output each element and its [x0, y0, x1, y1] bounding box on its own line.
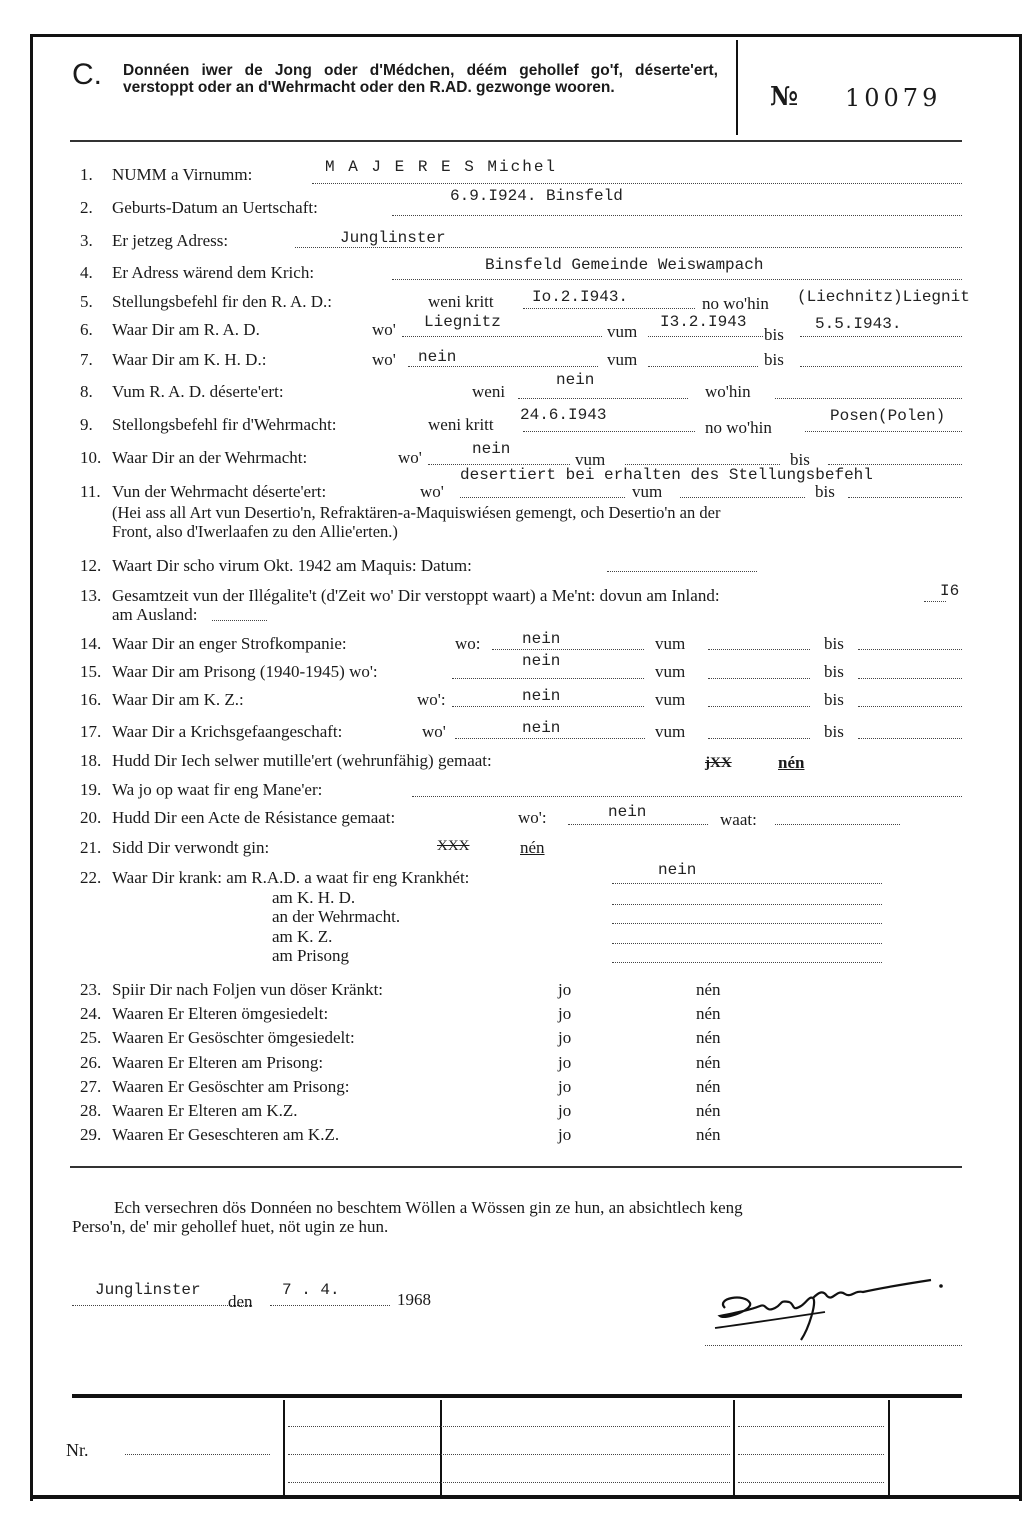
question-label: Waaren Er Elteren am K.Z. [112, 1101, 298, 1120]
field-20-wo-label: wo': [518, 808, 547, 827]
field-13-ausland-label: am Ausland: [112, 605, 198, 624]
field-16: 16. Waar Dir am K. Z.: [80, 690, 244, 709]
field-8-weni-label: weni [472, 382, 506, 401]
field-4: 4. Er Adress wärend dem Krich: [80, 263, 315, 282]
field-9-where-label: no wo'hin [705, 418, 772, 437]
option-jo[interactable]: jo [558, 1052, 572, 1072]
field-11-wo-line[interactable] [460, 497, 625, 498]
field-6-vum-label: vum [607, 322, 638, 341]
number-sign: № [770, 82, 799, 112]
field-21-jo-crossed[interactable]: XXX [437, 838, 470, 854]
field-20-waat-label: waat: [720, 810, 757, 829]
field-15-bis-label: bis [824, 662, 844, 681]
question-label: Spiir Dir nach Foljen vun döser Kränkt: [112, 980, 384, 999]
field-4-value[interactable]: Binsfeld Gemeinde Weiswampach [485, 256, 764, 274]
field-8-weni-value[interactable]: nein [556, 371, 595, 389]
field-14-wo-line[interactable] [492, 649, 644, 650]
question-number: 23. [80, 980, 102, 999]
field-14: 14. Waar Dir an enger Strofkompanie: [80, 634, 347, 653]
field-6-vum-line[interactable] [648, 336, 763, 337]
field-15-wo-value[interactable]: nein [522, 652, 561, 670]
field-3: 3. Er jetzeg Adress: [80, 231, 229, 250]
field-22-sub-line[interactable] [612, 943, 882, 944]
field-11: 11. Vun der Wehrmacht déserte'ert: [80, 482, 327, 501]
field-22-value[interactable]: nein [658, 861, 697, 879]
field-15-vum-label: vum [655, 662, 686, 681]
field-22-sub-kz: am K. Z. [272, 927, 333, 946]
footer-line[interactable] [288, 1482, 730, 1483]
field-7-vum-label: vum [607, 350, 638, 369]
field-1-value[interactable]: M A J E R E S Michel [325, 158, 558, 176]
yes-no-question [80, 1053, 323, 1073]
field-22-sub-line[interactable] [612, 962, 882, 963]
option-nen[interactable]: nén [696, 1028, 721, 1048]
field-7-wo-value[interactable]: nein [418, 348, 457, 366]
question-number: 26. [80, 1052, 102, 1072]
field-5-when-value[interactable]: Io.2.I943. [532, 288, 629, 306]
question-number: 24. [80, 1004, 102, 1024]
field-6-bis-line[interactable] [800, 336, 962, 337]
signature-mark [705, 1268, 945, 1348]
footer-line[interactable] [288, 1426, 730, 1427]
signing-date[interactable]: 7 . 4. [282, 1281, 340, 1299]
field-14-bis-line[interactable] [858, 649, 962, 650]
question-label: Waaren Er Gesöschter ömgesiedelt: [112, 1028, 355, 1048]
field-6-bis-label: bis [764, 325, 784, 344]
field-6-wo-line[interactable] [402, 336, 602, 337]
field-11-note: (Hei ass all Art vun Desertio'n, Refraktären-a-Maquiswiésen gemengt, och Desertio'n an der [112, 503, 721, 522]
field-10-wo-value[interactable]: nein [472, 440, 511, 458]
signature [705, 1268, 945, 1353]
field-7-wo-label: wo' [372, 350, 396, 369]
field-14-wo-value[interactable]: nein [522, 630, 561, 648]
field-14-bis-label: bis [824, 634, 844, 653]
option-jo[interactable]: jo [558, 1028, 572, 1048]
field-17-wo-value[interactable]: nein [522, 719, 561, 737]
yes-no-question [80, 1077, 350, 1097]
footer-column-divider [888, 1400, 890, 1495]
field-6-wo-value[interactable]: Liegnitz [424, 313, 501, 331]
field-6-wo-label: wo' [372, 320, 396, 339]
field-13-inland-value[interactable]: I6 [940, 582, 960, 600]
field-12-line[interactable] [607, 571, 757, 572]
field-10-bis-line[interactable] [828, 464, 962, 465]
field-14-vum-label: vum [655, 634, 686, 653]
field-17-vum-line[interactable] [708, 738, 810, 739]
field-11-vum-label: vum [632, 482, 663, 501]
field-9-when-value[interactable]: 24.6.I943 [520, 406, 607, 424]
option-jo[interactable]: jo [558, 1004, 572, 1024]
field-8: 8. Vum R. A. D. déserte'ert: [80, 382, 284, 401]
field-17-bis-line[interactable] [858, 738, 962, 739]
footer-line[interactable] [288, 1454, 730, 1455]
question-label: Waaren Er Geseschteren am K.Z. [112, 1125, 340, 1145]
field-22: 22. Waar Dir krank: am R.A.D. a waat fir eng Krankhét: [80, 868, 470, 887]
field-2-line[interactable] [392, 215, 962, 216]
footer-line[interactable] [738, 1482, 884, 1483]
field-4-line[interactable] [392, 279, 962, 280]
signing-year: 1968 [397, 1290, 431, 1309]
option-nen[interactable]: nén [696, 1052, 721, 1072]
field-1: 1. NUMM a Virnumm: [80, 165, 253, 184]
header-divider [736, 40, 738, 135]
option-nen[interactable]: nén [696, 1125, 721, 1145]
field-22-sub-wehrmacht: an der Wehrmacht. [272, 907, 401, 926]
field-5-when-label: weni kritt [428, 292, 494, 311]
field-19-line[interactable] [412, 796, 962, 797]
field-16-vum-line[interactable] [708, 706, 810, 707]
field-9-when-line[interactable] [523, 431, 695, 432]
field-22-sub-khd: am K. H. D. [272, 888, 356, 907]
field-15-bis-line[interactable] [858, 678, 962, 679]
field-11-bis-line[interactable] [848, 497, 962, 498]
date-line[interactable] [270, 1305, 390, 1306]
field-15-vum-line[interactable] [708, 678, 810, 679]
field-10-wo-line[interactable] [428, 464, 570, 465]
declaration-text: Ech versechren dös Donnéen no beschtem Wöllen a Wössen gin ze hun, an absichtlech keng [114, 1198, 743, 1217]
field-18-jo-crossed[interactable]: jXX [705, 755, 732, 771]
option-jo[interactable]: jo [558, 980, 572, 999]
field-13-inland-line[interactable] [924, 601, 946, 602]
field-16-wo-line[interactable] [452, 706, 644, 707]
yes-no-question [80, 1101, 298, 1121]
form-number: 10079 [845, 84, 942, 112]
field-7-bis-line[interactable] [800, 366, 962, 367]
field-21: 21. Sidd Dir verwondt gin: [80, 838, 270, 857]
nr-label: Nr. [66, 1440, 89, 1460]
field-9: 9. Stellongsbefehl fir d'Wehrmacht: [80, 415, 337, 434]
field-12: 12. Waart Dir scho virum Okt. 1942 am Maquis: Datum: [80, 556, 472, 575]
field-11-note-2: Front, also d'Iwerlaafen zu den Allie'erten.) [112, 522, 398, 541]
field-15-wo-line[interactable] [452, 678, 644, 679]
field-1-line[interactable] [312, 183, 962, 184]
field-15: 15. Waar Dir am Prisong (1940-1945) wo': [80, 662, 378, 681]
field-7-wo-line[interactable] [408, 366, 598, 367]
question-number: 29. [80, 1125, 102, 1145]
field-17-bis-label: bis [824, 722, 844, 741]
bottom-rule [30, 1495, 1022, 1499]
form-title: Donnéen iwer de Jong oder d'Médchen, déém gehollef go'f, déserte'ert, verstoppt oder an d'Wehrmacht oder den R.AD. gezwonge wooren. [123, 62, 718, 96]
option-nen[interactable]: nén [696, 1004, 721, 1024]
question-number: 25. [80, 1028, 102, 1048]
field-20-wo-value[interactable]: nein [608, 803, 647, 821]
field-7: 7. Waar Dir am K. H. D.: [80, 350, 267, 369]
footer-rule [72, 1394, 962, 1398]
field-9-when-label: weni kritt [428, 415, 494, 434]
field-10: 10. Waar Dir an der Wehrmacht: [80, 448, 308, 467]
field-13: 13. Gesamtzeit vun der Illégalite't (d'Zeit wo' Dir verstoppt waart) a Me'nt: dovun am Inland: [80, 586, 720, 605]
question-label: Waaren Er Elteren am Prisong: [112, 1052, 324, 1072]
question-label: Waaren Er Gesöschter am Prisong: [112, 1076, 350, 1096]
field-22-sub-line[interactable] [612, 904, 882, 905]
footer-column-divider [733, 1400, 735, 1495]
yes-no-question [80, 1125, 339, 1145]
signature-line[interactable] [705, 1345, 962, 1346]
section-letter: C. [72, 58, 102, 91]
field-16-bis-line[interactable] [858, 706, 962, 707]
footer-line[interactable] [738, 1426, 884, 1427]
field-6: 6. Waar Dir am R. A. D. [80, 320, 260, 339]
field-22-sub-line[interactable] [612, 923, 882, 924]
field-10-vum-label: vum [575, 450, 606, 469]
field-9-where-line[interactable] [805, 431, 962, 432]
field-17: 17. Waar Dir a Krichsgefaangeschaft: [80, 722, 343, 741]
field-16-wo-label: wo': [417, 690, 446, 709]
field-21-nen-selected[interactable]: nén [520, 838, 545, 857]
footer-column-divider [283, 1400, 285, 1495]
yes-no-question [80, 1004, 328, 1024]
place-line[interactable] [72, 1305, 252, 1306]
field-17-wo-line[interactable] [455, 738, 645, 739]
field-13-ausland-line[interactable] [212, 620, 267, 621]
den-label: den [228, 1292, 253, 1311]
field-6-bis-value[interactable]: 5.5.I943. [815, 315, 902, 333]
yes-no-question [80, 1028, 355, 1048]
option-jo[interactable]: jo [558, 1076, 572, 1096]
option-jo[interactable]: jo [558, 1101, 572, 1120]
question-number: 27. [80, 1076, 102, 1096]
option-nen[interactable]: nén [696, 1101, 721, 1120]
field-18: 18. Hudd Dir Iech selwer mutille'ert (wehrunfähig) gemaat: [80, 751, 492, 770]
field-5-where-label: no wo'hin [702, 294, 769, 313]
field-17-wo-label: wo' [422, 722, 446, 741]
nr-line[interactable] [125, 1454, 270, 1455]
field-17-vum-label: vum [655, 722, 686, 741]
field-16-wo-value[interactable]: nein [522, 687, 561, 705]
field-20-wo-line[interactable] [568, 824, 708, 825]
field-11-bis-label: bis [815, 482, 835, 501]
field-10-wo-label: wo' [398, 448, 422, 467]
field-5: 5. Stellungsbefehl fir den R. A. D.: [80, 292, 333, 311]
field-22-sub-prisong: am Prisong [272, 946, 349, 965]
field-2-value[interactable]: 6.9.I924. Binsfeld [450, 187, 623, 205]
field-22-line[interactable] [612, 883, 882, 884]
field-11-wo-label: wo' [420, 482, 444, 501]
field-14-vum-line[interactable] [708, 649, 810, 650]
field-16-vum-label: vum [655, 690, 686, 709]
field-5-where-value[interactable]: (Liechnitz)Liegnit [797, 288, 970, 306]
field-14-wo-label: wo: [455, 634, 481, 653]
field-11-vum-line[interactable] [680, 497, 805, 498]
footer-column-divider [440, 1400, 442, 1495]
field-10-vum-line[interactable] [625, 464, 780, 465]
field-16-bis-label: bis [824, 690, 844, 709]
field-3-line[interactable] [295, 247, 962, 248]
field-6-vum-value[interactable]: I3.2.I943 [660, 313, 747, 331]
question-label: Waaren Er Elteren ömgesiedelt: [112, 1004, 329, 1024]
option-nen[interactable]: nén [696, 980, 721, 999]
header-rule [70, 140, 962, 142]
question-number: 28. [80, 1101, 102, 1120]
field-5-when-line[interactable] [523, 308, 695, 309]
field-2: 2. Geburts-Datum an Uertschaft: [80, 198, 318, 217]
field-3-value[interactable]: Junglinster [340, 229, 446, 247]
field-20-waat-line[interactable] [775, 824, 900, 825]
field-7-vum-line[interactable] [648, 366, 758, 367]
field-9-where-value[interactable]: Posen(Polen) [830, 407, 946, 425]
field-10-bis-label: bis [790, 450, 810, 469]
declaration-text-2: Perso'n, de' mir gehollef huet, nöt ugin ze hun. [72, 1217, 389, 1236]
field-18-nen-selected[interactable]: nén [778, 753, 805, 772]
yes-no-question [80, 980, 383, 1000]
option-jo[interactable]: jo [558, 1125, 572, 1145]
field-19: 19. Wa jo op waat fir eng Mane'er: [80, 780, 323, 799]
field-7-bis-label: bis [764, 350, 784, 369]
option-nen[interactable]: nén [696, 1076, 721, 1096]
declaration-rule [70, 1166, 962, 1168]
footer-line[interactable] [738, 1454, 884, 1455]
signing-place[interactable]: Junglinster [95, 1281, 201, 1299]
field-8-wohin-line[interactable] [775, 398, 962, 399]
field-8-weni-line[interactable] [518, 398, 688, 399]
field-11-typed[interactable]: desertiert bei erhalten des Stellungsbefehl [460, 466, 873, 484]
field-8-wohin-label: wo'hin [705, 382, 751, 401]
field-20: 20. Hudd Dir een Acte de Résistance gemaat: [80, 808, 396, 827]
